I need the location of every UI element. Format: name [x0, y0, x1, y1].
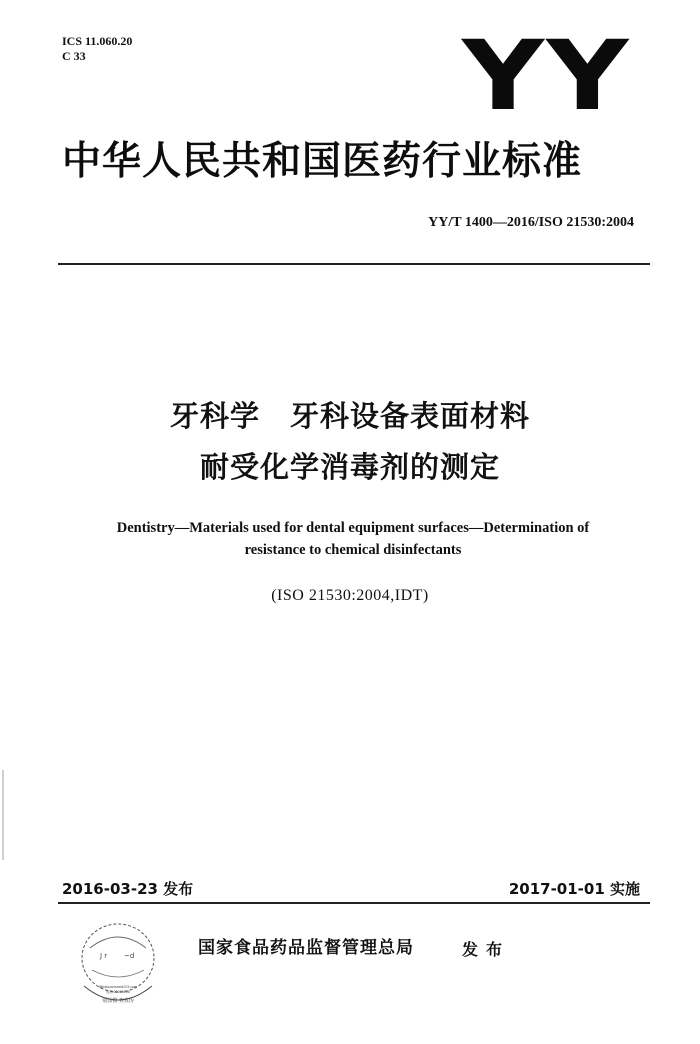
issue-date: 2016-03-23 发布	[62, 880, 194, 898]
svg-text:别涂摸 查真伪: 别涂摸 查真伪	[102, 998, 134, 1004]
standard-number: YY/T 1400—2016/ISO 21530:2004	[428, 215, 634, 230]
svg-text:电话:00000000: 电话:00000000	[106, 990, 130, 994]
top-divider	[58, 263, 650, 265]
anti-counterfeit-stamp-icon	[78, 918, 158, 1014]
standard-category-title: 中华人民共和国医药行业标准	[62, 139, 583, 184]
english-title-line2: resistance to chemical disinfectants	[244, 542, 462, 558]
yy-logo: YY	[462, 20, 631, 132]
release-label: 发布	[462, 940, 511, 959]
effective-date: 2017-01-01 实施	[508, 880, 640, 898]
chinese-title-line2: 耐受化学消毒剂的测定	[199, 450, 500, 484]
iso-reference: (ISO 21530:2004,IDT)	[271, 587, 429, 604]
english-title	[58, 517, 648, 561]
issuing-authority: 国家食品药品监督管理总局	[198, 938, 414, 958]
svg-text:J r: J r	[100, 952, 108, 960]
bottom-divider	[58, 902, 650, 904]
english-title-line1: Dentistry—Materials used for dental equipment surfaces—Determination of	[116, 520, 590, 536]
chinese-title-line1: 牙科学 牙科设备表面材料	[169, 399, 530, 433]
scan-edge-mark	[2, 770, 4, 860]
ccs-line: C 33	[62, 49, 86, 63]
ics-line: ICS 11.060.20	[62, 34, 133, 48]
svg-text:Whatsyouneed123.com: Whatsyouneed123.com	[99, 985, 137, 989]
svg-text:~d: ~d	[124, 952, 135, 960]
ics-code	[62, 34, 132, 64]
